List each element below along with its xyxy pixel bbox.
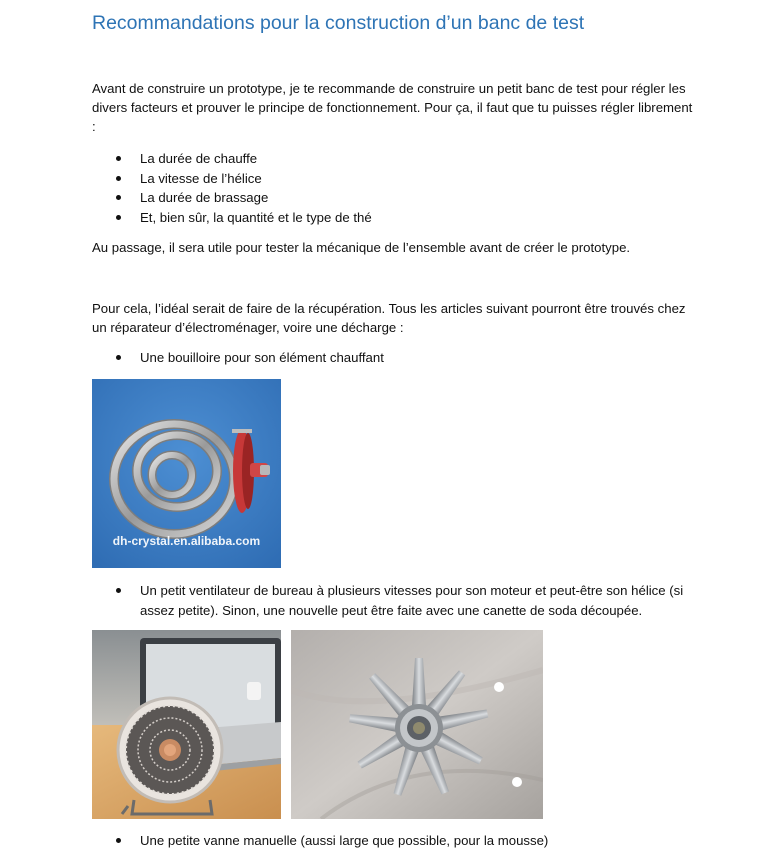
list-item: Une bouilloire pour son élément chauffant [92,348,702,368]
desk-fan-image [92,630,281,819]
list-item: Un petit ventilateur de bureau à plusieurs vitesses pour son moteur et peut-être son hélice (si assez petite). Sinon, une nouvelle peut être faite avec une canette de soda découpée. [92,581,702,620]
bullet-icon [116,215,121,220]
image-watermark: dh-crystal.en.alibaba.com [112,534,261,548]
list-item: Et, bien sûr, la quantité et le type de thé [92,208,702,228]
intro-paragraph: Avant de construire un prototype, je te recommande de construire un petit banc de test pour régler les divers facteurs et prouver le principe de fonctionnement. Pour ça, il faut que tu puisses régler librement : [92,81,693,134]
list-item: La durée de brassage [92,188,702,208]
passage-paragraph: Au passage, il sera utile pour tester la mécanique de l’ensemble avant de créer le prototype. [92,240,631,255]
list-item: La vitesse de l’hélice [92,169,702,189]
bullet-icon [116,355,121,360]
bullet-icon [116,838,121,843]
item-list-kettle [92,348,702,368]
factor-list [92,149,702,227]
bullet-icon [116,588,121,593]
bullet-icon [116,156,121,161]
page-title: Recommandations pour la construction d’un banc de test [92,12,585,34]
list-item: La durée de chauffe [92,149,702,169]
heating-element-image [92,379,281,568]
item-list-valve [92,831,702,851]
item-list-fan [92,581,702,620]
list-item: Une petite vanne manuelle (aussi large que possible, pour la mousse) [92,831,702,851]
bullet-icon [116,195,121,200]
bullet-icon [116,176,121,181]
can-propeller-image [291,630,543,819]
recup-paragraph: Pour cela, l’idéal serait de faire de la récupération. Tous les articles suivant pourront être trouvés chez un réparateur d’électroménager, voire une décharge : [92,301,686,335]
